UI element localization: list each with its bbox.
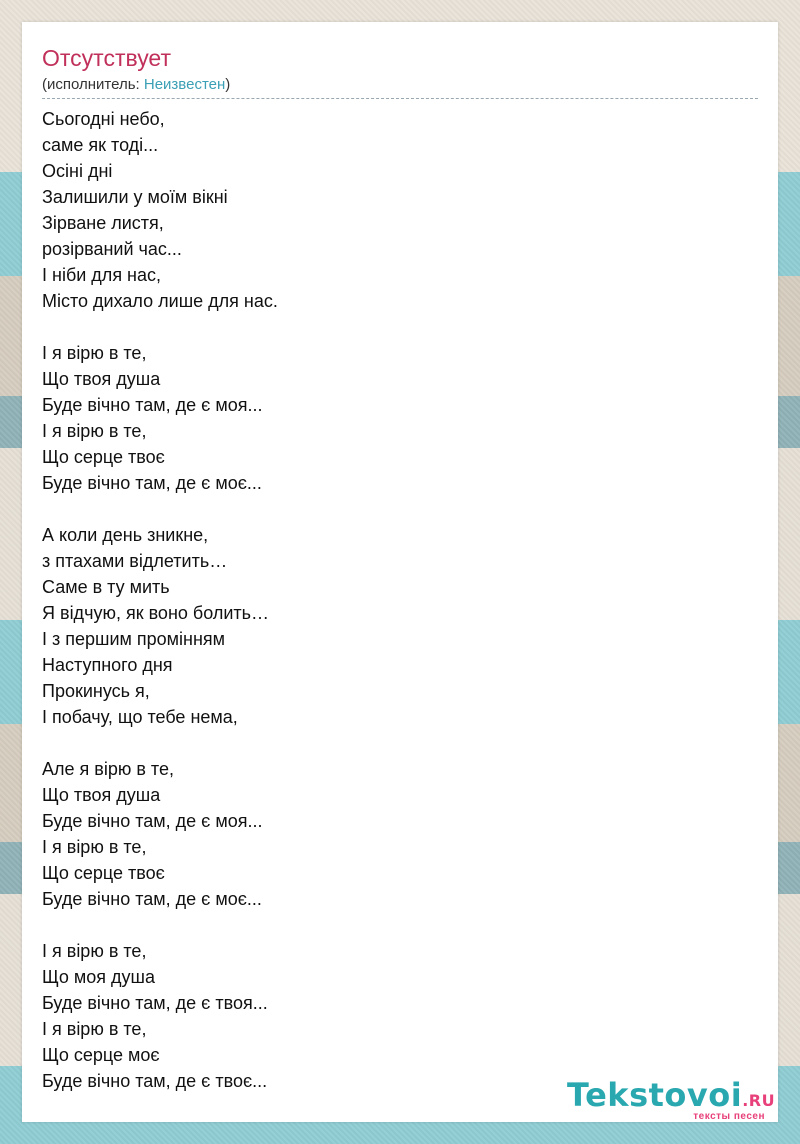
lyric-line: І з першим промінням [42,629,226,649]
lyrics-text [42,106,742,1094]
lyric-line: Залишили у моїм вікні [42,187,228,207]
lyric-line: саме як тоді... [42,135,159,155]
lyric-line: А коли день зникне, [42,525,209,545]
lyric-line: Буде вічно там, де є твоя... [42,993,268,1013]
lyric-line: Що серце моє [42,1045,160,1065]
stanza-gap [42,314,742,340]
stanza-gap [42,912,742,938]
song-header [42,44,758,99]
lyric-line: Що твоя душа [42,785,161,805]
lyric-line: Що серце твоє [42,447,165,467]
lyric-line: Осіні дні [42,161,113,181]
lyric-line: Місто дихало лише для нас. [42,291,278,311]
stanza-gap [42,730,742,756]
lyric-line: Буде вічно там, де є моя... [42,811,263,831]
stanza-gap [42,496,742,522]
performer-link[interactable]: Неизвестен [143,76,226,93]
lyric-line: Що серце твоє [42,863,165,883]
lyric-line: Буде вічно там, де є твоє... [42,1071,268,1091]
lyric-line: Саме в ту мить [42,577,170,597]
lyric-line: Я відчую, як воно болить… [42,603,269,623]
logo-tagline: тексты песен [693,1111,765,1122]
logo-name: Tekstovoi [567,1076,743,1114]
lyric-line: І я вірю в те, [42,941,147,961]
lyrics-sheet [22,22,778,1122]
lyric-line: І я вірю в те, [42,421,147,441]
lyric-line: І побачу, що тебе нема, [42,707,238,727]
logo-tld: .RU [742,1091,776,1110]
lyric-line: Наступного дня [42,655,173,675]
lyric-line: Зірване листя, [42,213,164,233]
lyric-line: розірваний час... [42,239,182,259]
song-title: Отсутствует [42,45,171,71]
lyric-line: Буде вічно там, де є моє... [42,473,262,493]
lyric-line: І ніби для нас, [42,265,162,285]
lyric-line: Буде вічно там, де є моя... [42,395,263,415]
lyric-line: Сьогодні небо, [42,109,165,129]
lyric-line: І я вірю в те, [42,343,147,363]
lyric-line: з птахами відлетить… [42,551,228,571]
site-logo[interactable] [567,1077,777,1122]
lyric-line: І я вірю в те, [42,1019,147,1039]
lyric-line: Але я вірю в те, [42,759,174,779]
lyric-line: Що моя душа [42,967,155,987]
performer-line [42,75,758,99]
performer-prefix: (исполнитель: [42,76,144,93]
lyric-line: І я вірю в те, [42,837,147,857]
performer-suffix: ) [225,76,231,93]
lyric-line: Прокинусь я, [42,681,150,701]
lyric-line: Буде вічно там, де є моє... [42,889,262,909]
lyric-line: Що твоя душа [42,369,161,389]
